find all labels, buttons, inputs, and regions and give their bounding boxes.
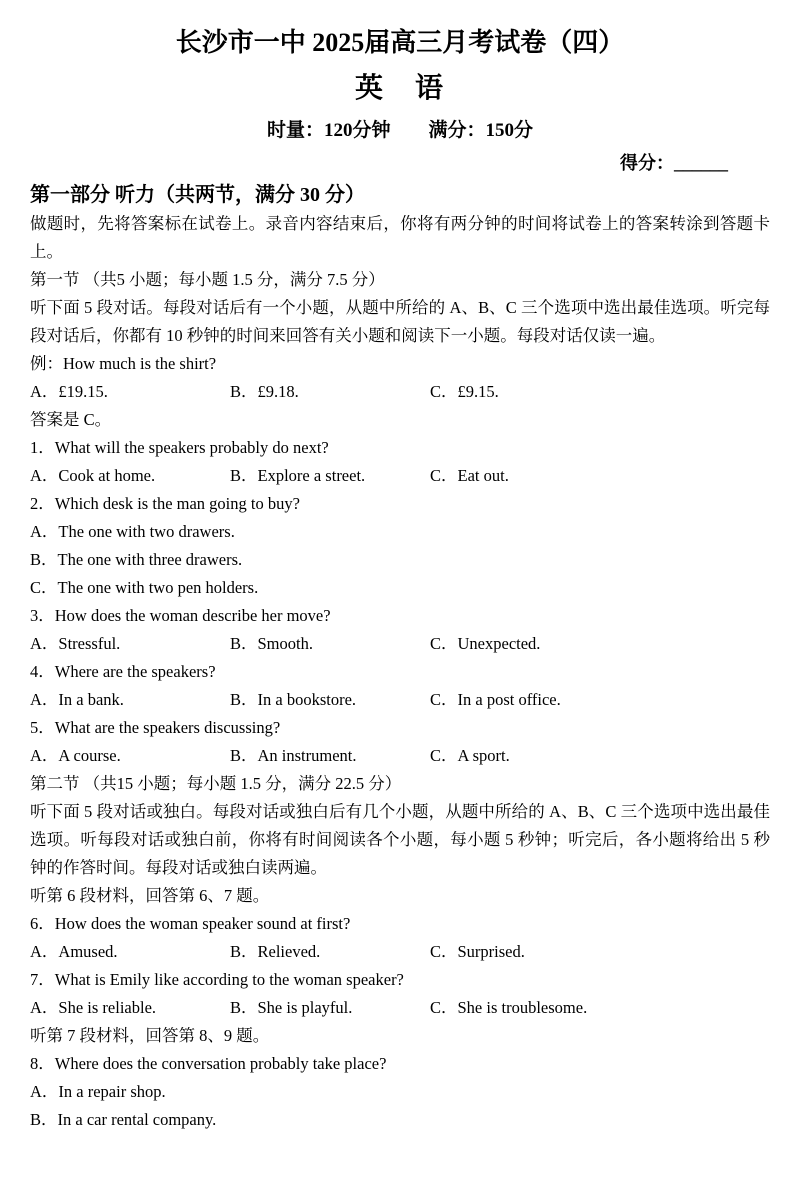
section1-heading-line: 第一节 （共5 小题；每小题 1.5 分，满分 7.5 分） xyxy=(30,270,385,289)
score-line xyxy=(30,150,770,176)
option-a: A．She is reliable. xyxy=(30,998,157,1017)
option-c: C．A sport. xyxy=(430,746,510,765)
question-line: 2．Which desk is the man going to buy? xyxy=(30,494,300,513)
example-question-line: 例：How much is the shirt? xyxy=(30,354,217,373)
instruction-paragraph: 听下面 5 段对话。每段对话后有一个小题，从题中所给的 A、B、C 三个选项中选出最佳选项。听完每段对话后，你都有 10 秒钟的时间来回答有关小题和阅读下一小题。每段对话仅读一遍。 xyxy=(30,298,770,345)
material-cue-line: 听第 6 段材料，回答第 6、7 题。 xyxy=(30,886,270,905)
option-b: B．An instrument. xyxy=(230,746,357,765)
option-c: C．Eat out. xyxy=(430,466,509,485)
option-b: B．Explore a street. xyxy=(230,466,366,485)
option-b: B．In a bookstore. xyxy=(230,690,357,709)
subject-title: 英 语 xyxy=(354,73,445,104)
option-c: C．Surprised. xyxy=(430,942,525,961)
options-row xyxy=(30,742,770,770)
material-cue-line: 听第 7 段材料，回答第 8、9 题。 xyxy=(30,1026,270,1045)
instruction-paragraph: 做题时，先将答案标在试卷上。录音内容结束后，你将有两分钟的时间将试卷上的答案转涂到答题卡上。 xyxy=(30,214,770,261)
question-line: 7．What is Emily like according to the woman speaker? xyxy=(30,970,404,989)
option-c: C．Unexpected. xyxy=(430,634,541,653)
options-row xyxy=(30,686,770,714)
section2-heading-line: 第二节 （共15 小题；每小题 1.5 分，满分 22.5 分） xyxy=(30,774,402,793)
question-line: 3．How does the woman describe her move? xyxy=(30,606,331,625)
question-line: 8．Where does the conversation probably take place? xyxy=(30,1054,387,1073)
option-a: A．Amused. xyxy=(30,942,118,961)
option-b: B．She is playful. xyxy=(230,998,353,1017)
option-a: A．Cook at home. xyxy=(30,466,156,485)
option-line: B．The one with three drawers. xyxy=(30,550,243,569)
question-line: 6．How does the woman speaker sound at first? xyxy=(30,914,351,933)
options-row xyxy=(30,938,770,966)
exam-title: 长沙市一中 2025届高三月考试卷（四） xyxy=(175,28,625,57)
part1-heading: 第一部分 听力（共两节，满分 30 分） xyxy=(30,184,365,206)
option-line: A．In a repair shop. xyxy=(30,1082,166,1101)
question-line: 5．What are the speakers discussing? xyxy=(30,718,281,737)
options-row xyxy=(30,462,770,490)
option-a: A．In a bank. xyxy=(30,690,124,709)
options-row xyxy=(30,378,770,406)
option-line: B．In a car rental company. xyxy=(30,1110,217,1129)
option-a: A．Stressful. xyxy=(30,634,121,653)
option-line: A．The one with two drawers. xyxy=(30,522,235,541)
example-answer-line: 答案是 C。 xyxy=(30,410,112,429)
option-c: C．£9.15. xyxy=(430,382,499,401)
score-label: 得分： xyxy=(620,153,674,173)
question-line: 4．Where are the speakers? xyxy=(30,662,216,681)
score-blank: ______ xyxy=(674,153,728,173)
option-c: C．She is troublesome. xyxy=(430,998,588,1017)
option-c: C．In a post office. xyxy=(430,690,561,709)
options-row xyxy=(30,994,770,1022)
instruction-paragraph: 听下面 5 段对话或独白。每段对话或独白后有几个小题，从题中所给的 A、B、C 三个选项中选出最佳选项。听每段对话或独白前，你将有时间阅读各个小题，每小题 5 秒钟；听完后，各小题将给出 5 秒钟的作答时间。每段对话或独白读两遍。 xyxy=(30,802,770,877)
exam-meta: 时量：120分钟 满分：150分 xyxy=(266,120,533,141)
options-row xyxy=(30,630,770,658)
option-b: B．£9.18. xyxy=(230,382,299,401)
option-b: B．Relieved. xyxy=(230,942,321,961)
option-line: C．The one with two pen holders. xyxy=(30,578,259,597)
question-line: 1．What will the speakers probably do next? xyxy=(30,438,329,457)
option-a: A．A course. xyxy=(30,746,121,765)
option-a: A．£19.15. xyxy=(30,382,108,401)
option-b: B．Smooth. xyxy=(230,634,313,653)
